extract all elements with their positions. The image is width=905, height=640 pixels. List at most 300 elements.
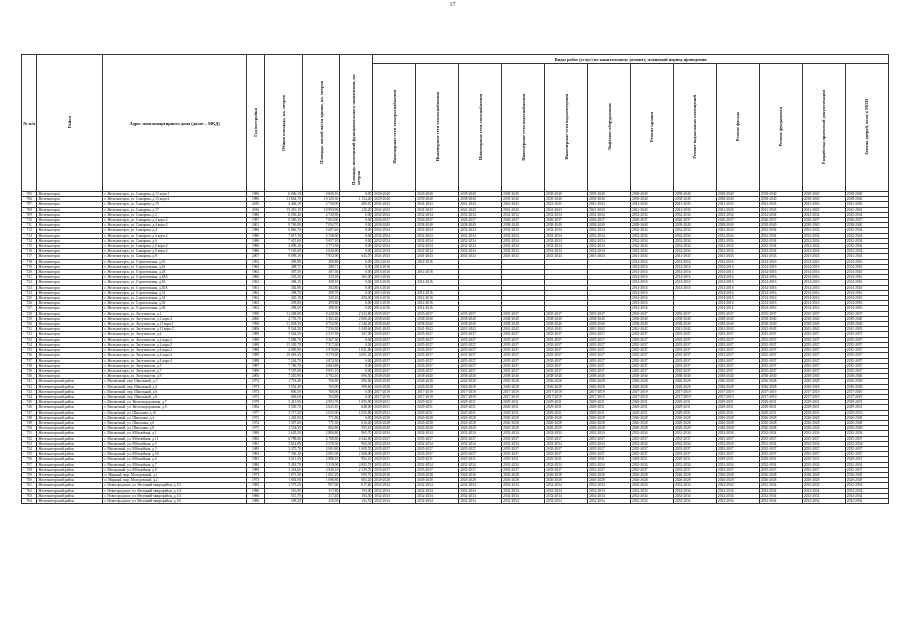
table-cell: 737 bbox=[22, 358, 37, 363]
table-cell: 2032-2034 bbox=[759, 212, 802, 217]
table-cell: Железногорск bbox=[37, 264, 103, 269]
table-cell: 2041-2043 bbox=[759, 207, 802, 212]
table-cell: 2029-2031 bbox=[373, 405, 416, 410]
table-cell: 2032-2034 bbox=[502, 493, 545, 498]
table-cell: 1984 bbox=[246, 405, 265, 410]
table-cell: 1 134,40 bbox=[340, 197, 373, 202]
table-cell: 2035-2037 bbox=[502, 363, 545, 368]
table-cell: 5 748,60 bbox=[302, 233, 339, 238]
table-cell: 2038-2040 bbox=[802, 197, 845, 202]
table-cell: 2032-2034 bbox=[716, 431, 759, 436]
table-cell: 2026-2028 bbox=[716, 415, 759, 420]
table-cell: 2014-2016 bbox=[416, 296, 459, 301]
table-cell: 2014-2016 bbox=[373, 275, 416, 280]
table-cell: 2026-2028 bbox=[802, 472, 845, 477]
table-cell: 2035-2037 bbox=[759, 348, 802, 353]
table-cell: 2026-2028 bbox=[373, 415, 416, 420]
table-cell: 2038-2040 bbox=[845, 374, 888, 379]
table-cell: 2032-2034 bbox=[502, 244, 545, 249]
table-cell: 2032-2034 bbox=[416, 244, 459, 249]
table-cell: 2017-2019 bbox=[716, 389, 759, 394]
table-cell: 2035-2037 bbox=[416, 436, 459, 441]
table-cell: 739 bbox=[22, 368, 37, 373]
table-cell: 2032-2034 bbox=[673, 244, 716, 249]
table-cell: 2035-2037 bbox=[416, 446, 459, 451]
table-cell: 2026-2037 bbox=[373, 218, 416, 223]
table-cell: 1974 bbox=[246, 379, 265, 384]
col-header-work-8: Ремонт подвальных помещений bbox=[673, 64, 716, 192]
table-cell: 2032-2034 bbox=[588, 462, 631, 467]
table-cell: 722 bbox=[22, 280, 37, 285]
table-cell: 2017-2019 bbox=[759, 394, 802, 399]
table-cell: 1987 bbox=[246, 363, 265, 368]
table-cell: 2041-2043 bbox=[759, 327, 802, 332]
table-cell: 728 bbox=[22, 311, 37, 316]
table-cell: 2032-2034 bbox=[459, 441, 502, 446]
table-cell: 2014-2016 bbox=[673, 275, 716, 280]
table-cell: 2035-2037 bbox=[373, 332, 416, 337]
table-cell: 2014-2016 bbox=[802, 306, 845, 311]
table-cell: Железногорск bbox=[37, 348, 103, 353]
table-cell: г. Магнитный, пер. Школьный, д.8 bbox=[103, 394, 246, 399]
table-cell: 7 088,70 bbox=[265, 337, 302, 342]
table-cell: 2014-2016 bbox=[802, 285, 845, 290]
table-cell: 806,50 bbox=[265, 389, 302, 394]
table-cell: Железногорский район bbox=[37, 379, 103, 384]
table-cell: 308,10 bbox=[302, 280, 339, 285]
table-cell: 2032-2034 bbox=[759, 488, 802, 493]
table-cell: 1990 bbox=[246, 311, 265, 316]
table-cell: 2032-2034 bbox=[416, 249, 459, 254]
table-cell: 2014-2016 bbox=[716, 306, 759, 311]
table-cell: 2035-2037 bbox=[673, 368, 716, 373]
table-cell: 2038-2040 bbox=[673, 322, 716, 327]
table-cell: 2035-2037 bbox=[759, 342, 802, 347]
table-cell: 2032-2034 bbox=[716, 249, 759, 254]
table-cell: 2035-2037 bbox=[759, 436, 802, 441]
table-cell: 2041-2043 bbox=[459, 202, 502, 207]
table-cell: 2035-2037 bbox=[716, 332, 759, 337]
col-header-work-5: Инженерные сети водоотведения bbox=[545, 64, 588, 192]
table-cell: 2014-2016 bbox=[759, 296, 802, 301]
table-cell: Железногорск bbox=[37, 207, 103, 212]
table-cell: 2032-2034 bbox=[845, 238, 888, 243]
table-cell: 2029-2031 bbox=[759, 457, 802, 462]
table-cell: 2041-2043 bbox=[673, 254, 716, 259]
table-cell: 2014-2016 bbox=[416, 259, 459, 264]
table-cell: 2026-2037 bbox=[502, 218, 545, 223]
table-cell: 9 580,20 bbox=[265, 218, 302, 223]
table-cell: 2038-2040 bbox=[673, 192, 716, 197]
table-cell: 2029-2031 bbox=[459, 457, 502, 462]
table-cell: 2035-2037 bbox=[759, 452, 802, 457]
table-cell: 2014-2016 bbox=[802, 264, 845, 269]
table-cell: 2017-2019 bbox=[373, 389, 416, 394]
table-cell: 2032-2034 bbox=[459, 212, 502, 217]
table-cell: 2026-2028 bbox=[631, 478, 674, 483]
table-cell: 2035-2037 bbox=[845, 368, 888, 373]
table-cell: 2035-2037 bbox=[759, 368, 802, 373]
table-cell: 2032-2034 bbox=[373, 498, 416, 503]
table-cell: 2032-2034 bbox=[673, 498, 716, 503]
table-cell: 2035-2037 bbox=[716, 452, 759, 457]
table-cell: 2041-2043 bbox=[545, 202, 588, 207]
table-cell: 2014-2016 bbox=[716, 264, 759, 269]
table-cell: 9 370,60 bbox=[302, 353, 339, 358]
table-cell: 1985 bbox=[246, 446, 265, 451]
table-cell: 730 bbox=[22, 322, 37, 327]
table-cell: 2032-2034 bbox=[802, 493, 845, 498]
table-cell: 2032-2034 bbox=[416, 493, 459, 498]
table-cell: п. Mирный, мкр. Молодежный, д.2 bbox=[103, 478, 246, 483]
table-cell: 3 549,70 bbox=[265, 405, 302, 410]
table-cell: 2035-2037 bbox=[373, 337, 416, 342]
table-cell: 4 720,90 bbox=[302, 212, 339, 217]
table-cell: 2026-2028 bbox=[459, 384, 502, 389]
table-cell: 2032-2034 bbox=[502, 212, 545, 217]
table-cell: 2014-2016 bbox=[845, 259, 888, 264]
table-cell: 2035-2037 bbox=[759, 311, 802, 316]
table-cell: 9 769,80 bbox=[265, 223, 302, 228]
table-cell: 2035-2037 bbox=[716, 342, 759, 347]
table-cell: 2035-2037 bbox=[845, 358, 888, 363]
table-cell: 2038-2040 bbox=[416, 223, 459, 228]
table-cell: 1960 bbox=[246, 264, 265, 269]
table-cell: 1975 bbox=[246, 415, 265, 420]
table-cell: 2014-2016 bbox=[759, 264, 802, 269]
table-cell: 2041-2043 bbox=[545, 327, 588, 332]
table-cell: 2017-2019 bbox=[759, 389, 802, 394]
table-cell: 3 034,50 bbox=[265, 332, 302, 337]
capital-repair-table bbox=[21, 54, 889, 504]
table-cell: 7 349,10 bbox=[265, 452, 302, 457]
table-cell: 2032-2034 bbox=[545, 498, 588, 503]
table-cell: г. Магнитный, ул. Юбилейная, д.6 bbox=[103, 457, 246, 462]
table-cell: 2041-2043 bbox=[716, 254, 759, 259]
table-cell: 13 305,70 bbox=[265, 342, 302, 347]
table-cell: 9 544,50 bbox=[265, 327, 302, 332]
table-cell: 1986 bbox=[246, 192, 265, 197]
table-cell: 2026-2037 bbox=[759, 218, 802, 223]
table-cell: 0,00 bbox=[340, 368, 373, 373]
table-cell: 1962 bbox=[246, 270, 265, 275]
table-cell: 2041-2043 bbox=[716, 327, 759, 332]
table-cell: 2014-2016 bbox=[631, 301, 674, 306]
table-cell: г. Магнитный, пер. Школьный, д.4 bbox=[103, 384, 246, 389]
table-cell: 307,30 bbox=[265, 270, 302, 275]
table-cell: 2041-2043 bbox=[802, 254, 845, 259]
table-cell: 2029-2031 bbox=[502, 410, 545, 415]
table-cell: 2032-2034 bbox=[631, 233, 674, 238]
table-cell: 2026-2028 bbox=[845, 426, 888, 431]
table-cell: 2041-2043 bbox=[459, 254, 502, 259]
table-cell: 8 228,90 bbox=[302, 311, 339, 316]
table-cell: 2035-2037 bbox=[502, 332, 545, 337]
table-cell: Железногорский район bbox=[37, 410, 103, 415]
table-cell: 2035-2037 bbox=[845, 311, 888, 316]
table-cell: 2032-2034 bbox=[545, 462, 588, 467]
table-cell: 2014-2016 bbox=[373, 270, 416, 275]
table-cell: 2035-2037 bbox=[673, 353, 716, 358]
table-cell: 2014-2016 bbox=[759, 275, 802, 280]
table-cell: 3 318,00 bbox=[302, 462, 339, 467]
table-cell: 2026-2037 bbox=[716, 218, 759, 223]
table-cell: 0,00 bbox=[340, 192, 373, 197]
table-cell: 2014-2016 bbox=[631, 285, 674, 290]
table-cell: 2035-2037 bbox=[631, 342, 674, 347]
table-cell: 2035-2037 bbox=[802, 368, 845, 373]
table-cell: 2035-2037 bbox=[373, 311, 416, 316]
table-cell: 2029-2031 bbox=[802, 410, 845, 415]
table-cell: 2035-2037 bbox=[459, 353, 502, 358]
table-cell: 4 792,10 bbox=[302, 374, 339, 379]
table-cell: 745 bbox=[22, 400, 37, 405]
table-cell: 2014-2016 bbox=[673, 285, 716, 290]
table-cell: Железногорск bbox=[37, 322, 103, 327]
table-cell: 2035-2037 bbox=[802, 353, 845, 358]
table-cell: 4 874,30 bbox=[302, 358, 339, 363]
table-cell: 2035-2037 bbox=[502, 446, 545, 451]
table-cell: 2029-2031 bbox=[545, 410, 588, 415]
table-cell: 2032-2034 bbox=[716, 441, 759, 446]
table-cell: 2041-2043 bbox=[373, 207, 416, 212]
table-cell: 2026-2028 bbox=[373, 426, 416, 431]
table-cell: 2035-2037 bbox=[802, 467, 845, 472]
table-cell: 2035-2037 bbox=[845, 363, 888, 368]
table-cell: 5 567,30 bbox=[302, 337, 339, 342]
table-cell: 2026-2028 bbox=[416, 472, 459, 477]
table-cell: 2035-2037 bbox=[802, 332, 845, 337]
table-cell: 2026-2028 bbox=[673, 426, 716, 431]
table-cell: г. Магнитный, пер. Школьный, д.1 bbox=[103, 379, 246, 384]
table-cell: 2029-2031 bbox=[631, 400, 674, 405]
table-cell: 616,40 bbox=[340, 420, 373, 425]
table-cell: 2035-2037 bbox=[631, 363, 674, 368]
table-cell: 2 537,30 bbox=[302, 332, 339, 337]
table-cell: 707 bbox=[22, 202, 37, 207]
table-cell: 2035-2037 bbox=[545, 348, 588, 353]
table-cell: 2038-2040 bbox=[545, 192, 588, 197]
table-cell: 2041-2043 bbox=[588, 254, 631, 259]
table-cell: 2032-2034 bbox=[588, 212, 631, 217]
table-cell: 2038-2040 bbox=[416, 374, 459, 379]
table-cell: Железногорский район bbox=[37, 405, 103, 410]
table-cell: 2035-2037 bbox=[716, 368, 759, 373]
table-cell: 2026-2028 bbox=[845, 384, 888, 389]
table-cell: 2026-2037 bbox=[545, 218, 588, 223]
table-cell: 1 552,40 bbox=[265, 384, 302, 389]
table-cell: 2032-2034 bbox=[459, 228, 502, 233]
table-cell: 712 bbox=[22, 228, 37, 233]
table-cell: 2032-2034 bbox=[631, 488, 674, 493]
table-cell: 2029-2031 bbox=[416, 405, 459, 410]
table-cell: 2038-2040 bbox=[459, 197, 502, 202]
table-cell: 2041-2043 bbox=[545, 254, 588, 259]
table-cell: Железногорск bbox=[37, 358, 103, 363]
table-cell: 2039-2040 bbox=[588, 197, 631, 202]
table-cell: 2032-2034 bbox=[845, 233, 888, 238]
table-cell: Железногорск bbox=[37, 238, 103, 243]
table-cell: 2039-2040 bbox=[416, 197, 459, 202]
table-cell: 2035-2037 bbox=[459, 363, 502, 368]
table-cell: 2032-2034 bbox=[416, 431, 459, 436]
table-cell: Железногорск bbox=[37, 223, 103, 228]
table-cell: 711 bbox=[22, 223, 37, 228]
table-cell: 2026-2028 bbox=[802, 384, 845, 389]
table-cell: 2026-2040 bbox=[416, 192, 459, 197]
table-cell: 720 bbox=[22, 270, 37, 275]
table-cell: 2032-2034 bbox=[588, 498, 631, 503]
table-cell: 2014-2016 bbox=[416, 290, 459, 295]
table-cell: 2035-2037 bbox=[802, 358, 845, 363]
table-cell: 2035-2037 bbox=[802, 342, 845, 347]
table-cell: 2035-2037 bbox=[545, 332, 588, 337]
table-cell: 2014-2016 bbox=[416, 306, 459, 311]
table-cell: 748 bbox=[22, 415, 37, 420]
table-cell: г. Магнитный, пер. Школьный, д.6 bbox=[103, 389, 246, 394]
table-cell: 2017-2019 bbox=[845, 394, 888, 399]
table-cell: 0,00 bbox=[340, 415, 373, 420]
table-cell: 2041-2043 bbox=[416, 327, 459, 332]
col-header-total-area: Общая площадь, кв. метров bbox=[265, 55, 302, 192]
table-cell: 2026-2028 bbox=[373, 478, 416, 483]
table-cell: 2014-2016 bbox=[716, 296, 759, 301]
table-cell: 736 bbox=[22, 353, 37, 358]
table-cell: 2017-2019 bbox=[588, 389, 631, 394]
table-cell: 11 664,70 bbox=[265, 197, 302, 202]
table-cell: 1 692,00 bbox=[265, 478, 302, 483]
table-cell: 1996 bbox=[246, 322, 265, 327]
table-cell: 1973 bbox=[246, 394, 265, 399]
table-cell: 2035-2037 bbox=[845, 452, 888, 457]
table-cell: 589,60 bbox=[340, 384, 373, 389]
table-cell: 0,00 bbox=[340, 363, 373, 368]
table-cell: 2035-2037 bbox=[845, 348, 888, 353]
table-cell: 2035-2037 bbox=[545, 342, 588, 347]
table-cell: 2035-2037 bbox=[545, 353, 588, 358]
table-cell: 756 bbox=[22, 457, 37, 462]
table-cell: 2014-2016 bbox=[759, 290, 802, 295]
table-cell: 0,00 bbox=[340, 389, 373, 394]
table-cell: 2026-2028 bbox=[802, 478, 845, 483]
table-cell: Железногорск bbox=[37, 301, 103, 306]
table-cell: 2026-2028 bbox=[759, 420, 802, 425]
table-cell: Железногорск bbox=[37, 212, 103, 217]
table-cell: 2014-2016 bbox=[845, 264, 888, 269]
table-cell: 2035-2037 bbox=[673, 452, 716, 457]
table-cell: 2035-2037 bbox=[459, 446, 502, 451]
table-cell: 2035-2037 bbox=[545, 368, 588, 373]
table-cell: 1 753,40 bbox=[265, 379, 302, 384]
table-cell: 2038-2040 bbox=[845, 223, 888, 228]
table-cell: 2032-2034 bbox=[373, 483, 416, 488]
table-cell: 2035-2037 bbox=[673, 311, 716, 316]
table-cell: 2041-2043 bbox=[416, 207, 459, 212]
table-cell: 2026-2028 bbox=[459, 426, 502, 431]
table-cell: 2035-2037 bbox=[459, 337, 502, 342]
table-cell: 2038-2040 bbox=[588, 223, 631, 228]
table-cell: 2035-2037 bbox=[759, 332, 802, 337]
table-cell: 2035-2037 bbox=[716, 446, 759, 451]
table-cell: 721 bbox=[22, 275, 37, 280]
table-cell: г. Железногорск, ул. Самарова, д.2 корп.2 bbox=[103, 218, 246, 223]
table-cell: 2032-2034 bbox=[802, 228, 845, 233]
table-cell: 1 088,80 bbox=[302, 478, 339, 483]
table-cell: 2041-2043 bbox=[716, 207, 759, 212]
table-cell: 510,90 bbox=[265, 488, 302, 493]
table-cell: 2041-2043 bbox=[631, 254, 674, 259]
table-cell: 764,80 bbox=[302, 394, 339, 399]
table-cell: 761 bbox=[22, 483, 37, 488]
table-cell: 0,00 bbox=[340, 290, 373, 295]
table-cell: 2032-2034 bbox=[373, 488, 416, 493]
table-cell: 2026-2028 bbox=[759, 472, 802, 477]
table-cell: 729 bbox=[22, 316, 37, 321]
table-cell: 2026-2028 bbox=[545, 379, 588, 384]
table-cell: 1982 bbox=[246, 436, 265, 441]
table-cell: Железногорский район bbox=[37, 467, 103, 472]
table-cell: 2035-2037 bbox=[802, 337, 845, 342]
table-cell: 2038-2040 bbox=[759, 197, 802, 202]
table-cell: 2014-2016 bbox=[802, 301, 845, 306]
table-cell: 2026-2028 bbox=[373, 472, 416, 477]
table-cell: 0,00 bbox=[340, 228, 373, 233]
table-cell: 2038-2040 bbox=[545, 316, 588, 321]
table-cell: 2017-2019 bbox=[416, 389, 459, 394]
table-cell: 754 bbox=[22, 446, 37, 451]
table-cell: 6 846,10 bbox=[302, 192, 339, 197]
table-cell: 2032-2034 bbox=[416, 212, 459, 217]
table-cell: 2032-2034 bbox=[673, 238, 716, 243]
table-cell: 2041-2043 bbox=[373, 202, 416, 207]
table-cell: 2 730,00 bbox=[302, 202, 339, 207]
table-cell: 2032-2034 bbox=[416, 233, 459, 238]
table-cell: 2035-2037 bbox=[416, 311, 459, 316]
table-cell: 2035-2037 bbox=[588, 311, 631, 316]
table-cell: 750 bbox=[22, 426, 37, 431]
table-cell: 2032-2034 bbox=[459, 488, 502, 493]
table-cell: Железногорск bbox=[37, 275, 103, 280]
table-cell: 2029-2031 bbox=[416, 457, 459, 462]
table-cell: 2041-2043 bbox=[845, 202, 888, 207]
table-cell: 2032-2034 bbox=[802, 441, 845, 446]
table-cell: 2035-2037 bbox=[845, 353, 888, 358]
table-cell: 2017-2019 bbox=[802, 394, 845, 399]
table-cell: 2041-2043 bbox=[845, 327, 888, 332]
table-cell: 746 bbox=[22, 405, 37, 410]
table-cell: 2041-2043 bbox=[759, 254, 802, 259]
table-cell: 2035-2037 bbox=[416, 368, 459, 373]
table-cell: 2029-2031 bbox=[631, 405, 674, 410]
table-cell: 2029-2031 bbox=[459, 400, 502, 405]
table-cell: 2014-2016 bbox=[373, 259, 416, 264]
table-cell: 696,50 bbox=[340, 374, 373, 379]
table-cell: 1986 bbox=[246, 498, 265, 503]
table-cell: 0,00 bbox=[340, 285, 373, 290]
table-cell: Железногорский район bbox=[37, 436, 103, 441]
table-cell: 2032-2034 bbox=[459, 498, 502, 503]
table-cell: 2032-2034 bbox=[631, 483, 674, 488]
table-cell: 2017-2019 bbox=[373, 394, 416, 399]
table-cell: 1989 bbox=[246, 368, 265, 373]
table-cell: 2035-2037 bbox=[459, 467, 502, 472]
table-cell: 2032-2034 bbox=[759, 493, 802, 498]
table-cell: 2026-2028 bbox=[631, 379, 674, 384]
table-cell: 2041-2043 bbox=[673, 327, 716, 332]
table-cell: 9 699,10 bbox=[265, 254, 302, 259]
table-cell: г. Железногорск, ул. Строительная, д.26 bbox=[103, 264, 246, 269]
table-cell: 2035-2037 bbox=[545, 436, 588, 441]
